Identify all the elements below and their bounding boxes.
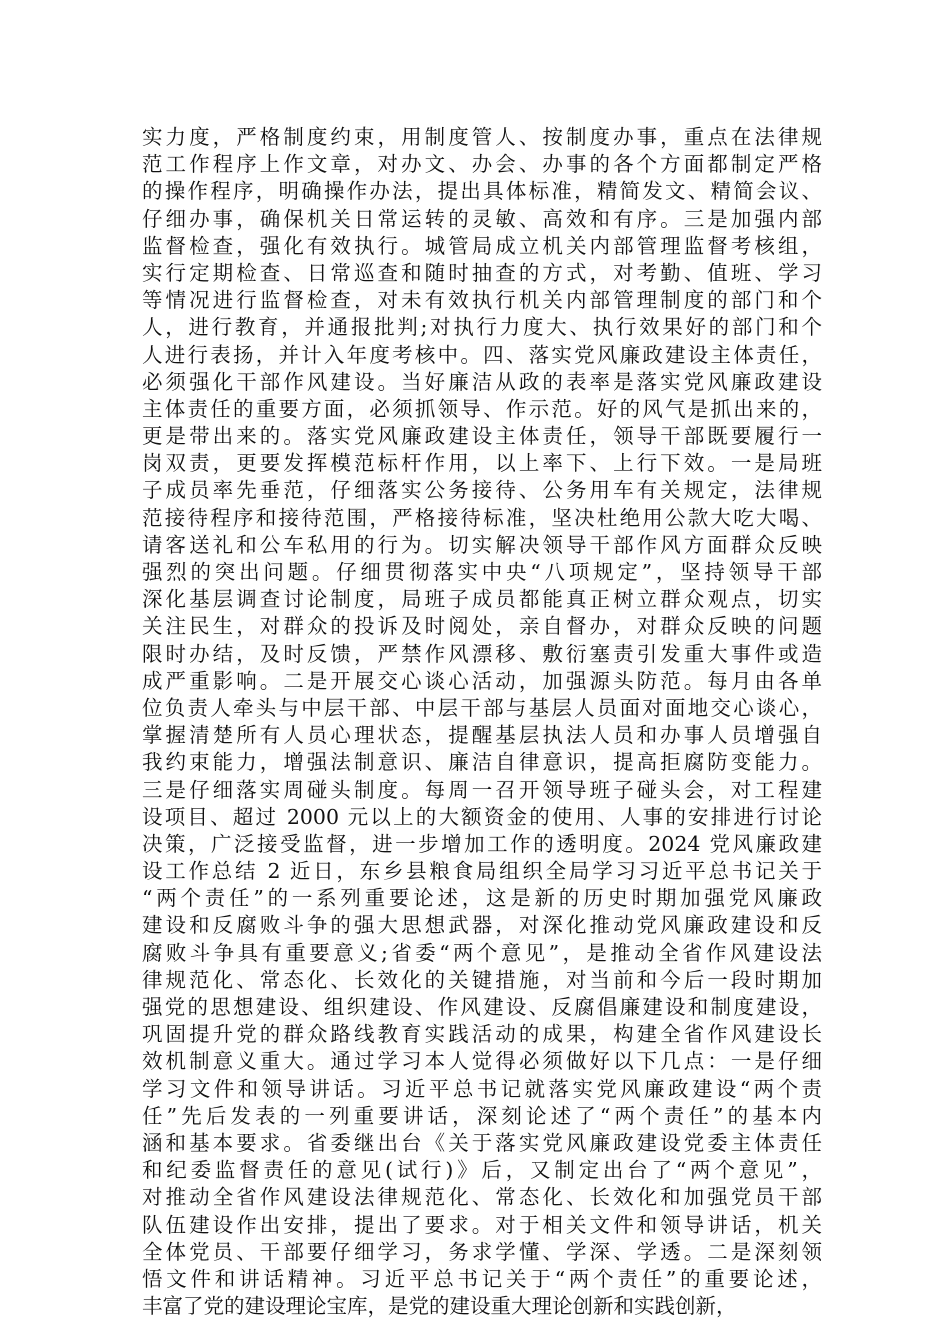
text-line: “两个责任”的一系列重要论述，这是新的历史时期加强党风廉政 bbox=[142, 886, 822, 911]
text-line: 实力度，严格制度约束，用制度管人、按制度办事，重点在法律规 bbox=[142, 125, 822, 149]
text-line: 仔细办事，确保机关日常运转的灵敏、高效和有序。三是加强内部 bbox=[142, 206, 822, 231]
text-line: 腐败斗争具有重要意义;省委“两个意见”，是推动全省作风建设法 bbox=[142, 940, 822, 965]
text-line: 掌握清楚所有人员心理状态，提醒基层执法人员和办事人员增强自 bbox=[142, 723, 822, 748]
text-line: 和纪委监督责任的意见(试行)》后，又制定出台了“两个意见”， bbox=[142, 1158, 822, 1183]
text-line: 关注民生，对群众的投诉及时阅处，亲自督办，对群众反映的问题 bbox=[142, 614, 822, 639]
text-line: 监督检查，强化有效执行。城管局成立机关内部管理监督考核组， bbox=[142, 233, 822, 258]
text-line: 人进行表扬，并计入年度考核中。四、落实党风廉政建设主体责任， bbox=[142, 342, 822, 367]
text-line: 任”先后发表的一列重要讲话，深刻论述了“两个责任”的基本内 bbox=[142, 1103, 822, 1128]
text-line: 涵和基本要求。省委继出台《关于落实党风廉政建设党委主体责任 bbox=[142, 1130, 822, 1155]
text-line: 建设和反腐败斗争的强大思想武器，对深化推动党风廉政建设和反 bbox=[142, 913, 822, 938]
text-line: 岗双责，更要发挥模范标杆作用，以上率下、上行下效。一是局班 bbox=[142, 451, 822, 476]
text-line: 主体责任的重要方面，必须抓领导、作示范。好的风气是抓出来的， bbox=[142, 396, 822, 421]
text-line: 实行定期检查、日常巡查和随时抽查的方式，对考勤、值班、学习 bbox=[142, 260, 822, 285]
text-line: 我约束能力，增强法制意识、廉洁自律意识，提高拒腐防变能力。 bbox=[142, 750, 822, 775]
text-line: 成严重影响。二是开展交心谈心活动，加强源头防范。每月由各单 bbox=[142, 668, 822, 693]
text-line: 必须强化干部作风建设。当好廉洁从政的表率是落实党风廉政建设 bbox=[142, 369, 822, 394]
text-line: 巩固提升党的群众路线教育实践活动的成果，构建全省作风建设长 bbox=[142, 1022, 822, 1047]
text-line: 全体党员、干部要仔细学习，务求学懂、学深、学透。二是深刻领 bbox=[142, 1239, 822, 1264]
text-line: 子成员率先垂范，仔细落实公务接待、公务用车有关规定，法律规 bbox=[142, 478, 822, 503]
text-line: 范接待程序和接待范围，严格接待标准，坚决杜绝用公款大吃大喝、 bbox=[142, 505, 822, 530]
text-line: 设工作总结 2 近日，东乡县粮食局组织全局学习习近平总书记关于 bbox=[142, 859, 822, 884]
text-line: 丰富了党的建设理论宝库，是党的建设重大理论创新和实践创新， bbox=[142, 1294, 737, 1319]
text-line: 限时办结，及时反馈，严禁作风漂移、敷衍塞责引发重大事件或造 bbox=[142, 641, 822, 666]
text-line: 强党的思想建设、组织建设、作风建设、反腐倡廉建设和制度建设， bbox=[142, 995, 822, 1019]
text-line: 更是带出来的。落实党风廉政建设主体责任，领导干部既要履行一 bbox=[142, 424, 822, 449]
text-line: 设项目、超过 2000 元以上的大额资金的使用、人事的安排进行讨论 bbox=[142, 804, 822, 829]
text-line: 效机制意义重大。通过学习本人觉得必须做好以下几点：一是仔细 bbox=[142, 1049, 822, 1074]
text-line: 等情况进行监督检查，对未有效执行机关内部管理制度的部门和个 bbox=[142, 288, 822, 313]
text-line: 三是仔细落实周碰头制度。每周一召开领导班子碰头会，对工程建 bbox=[142, 777, 822, 802]
text-line: 请客送礼和公车私用的行为。切实解决领导干部作风方面群众反映 bbox=[142, 532, 822, 557]
text-line: 的操作程序，明确操作办法，提出具体标准，精简发文、精简会议、 bbox=[142, 179, 822, 204]
text-line: 深化基层调查讨论制度，局班子成员都能真正树立群众观点，切实 bbox=[142, 587, 822, 612]
text-line: 强烈的突出问题。仔细贯彻落实中央“八项规定”，坚持领导干部 bbox=[142, 560, 822, 584]
text-line: 悟文件和讲话精神。习近平总书记关于“两个责任”的重要论述， bbox=[142, 1266, 822, 1291]
text-line: 学习文件和领导讲话。习近平总书记就落实党风廉政建设“两个责 bbox=[142, 1076, 822, 1101]
body-paragraph bbox=[142, 124, 822, 1320]
text-line: 范工作程序上作文章，对办文、办会、办事的各个方面都制定严格 bbox=[142, 152, 822, 177]
text-line: 对推动全省作风建设法律规范化、常态化、长效化和加强党员干部 bbox=[142, 1185, 822, 1210]
text-line: 决策，广泛接受监督，进一步增加工作的透明度。2024 党风廉政建 bbox=[142, 831, 822, 856]
text-line: 律规范化、常态化、长效化的关键措施，对当前和今后一段时期加 bbox=[142, 967, 822, 992]
text-line: 队伍建设作出安排，提出了要求。对于相关文件和领导讲话，机关 bbox=[142, 1212, 822, 1237]
text-line: 位负责人牵头与中层干部、中层干部与基层人员面对面地交心谈心， bbox=[142, 695, 822, 720]
text-line: 人，进行教育，并通报批判;对执行力度大、执行效果好的部门和个 bbox=[142, 315, 822, 340]
